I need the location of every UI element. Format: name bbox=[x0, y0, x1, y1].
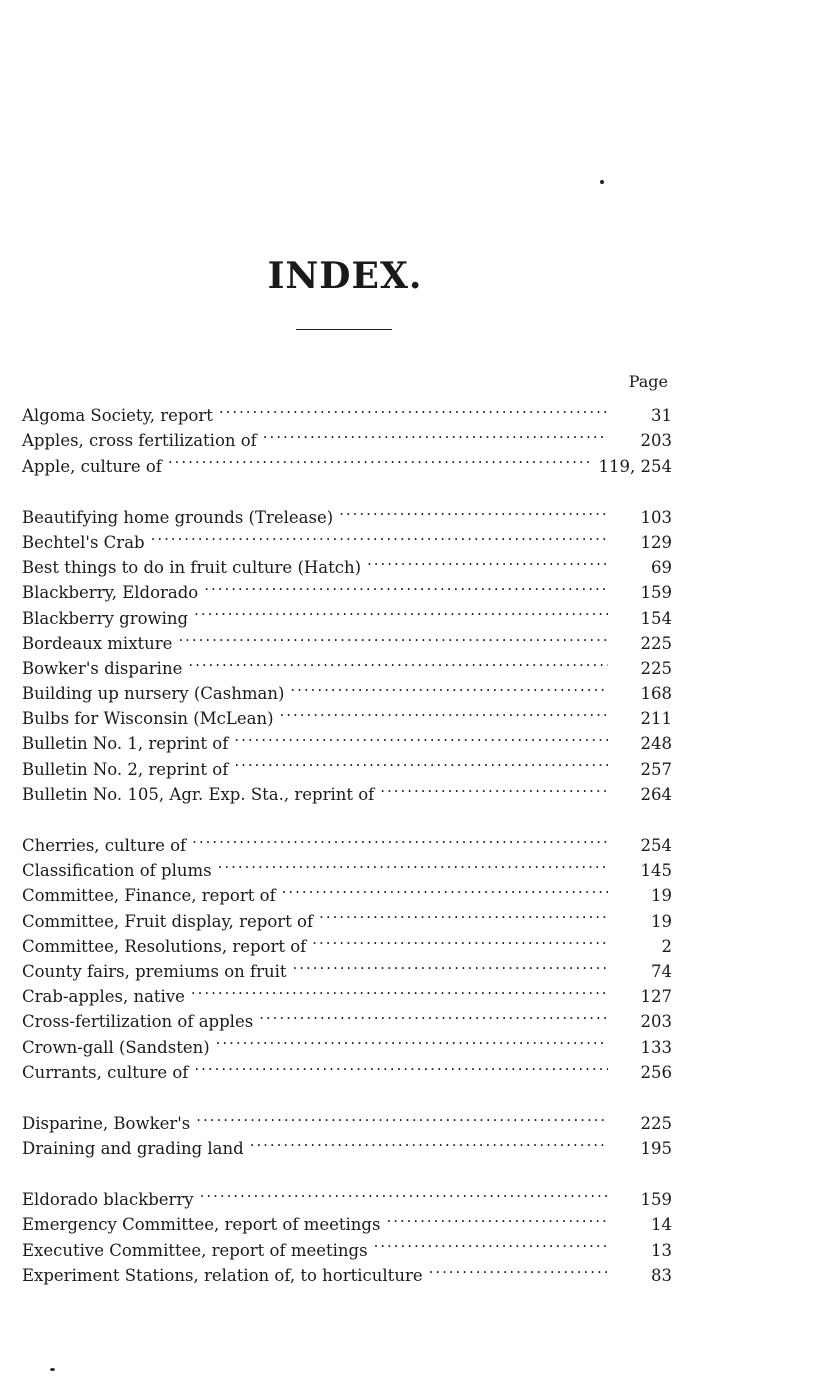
entry-page-number: 74 bbox=[651, 961, 672, 981]
entry-page-number: 225 bbox=[640, 1113, 672, 1133]
entry-page-number: 19 bbox=[651, 911, 672, 931]
entry-page-number: 129 bbox=[640, 532, 672, 552]
entry-text: Crown-gall (Sandsten) bbox=[22, 1037, 210, 1057]
entry-text: Bulletin No. 2, reprint of bbox=[22, 759, 229, 779]
entry-page-number: 211 bbox=[640, 709, 672, 729]
dot-leader bbox=[204, 573, 608, 598]
entry-page-number: 159 bbox=[640, 1190, 672, 1210]
dot-leader bbox=[234, 724, 608, 749]
dot-leader bbox=[290, 674, 608, 699]
entry-text: County fairs, premiums on fruit bbox=[22, 961, 287, 981]
dot-leader bbox=[380, 775, 608, 800]
page-column-heading: Page bbox=[628, 372, 668, 391]
dot-leader bbox=[196, 1104, 608, 1129]
dot-leader bbox=[259, 1002, 608, 1027]
entry-text: Bowker's disparine bbox=[22, 658, 183, 678]
index-entry bbox=[22, 498, 672, 527]
entry-page-number: 203 bbox=[640, 431, 672, 451]
entry-text: Experiment Stations, relation of, to horticulture bbox=[22, 1265, 423, 1285]
dot-leader bbox=[367, 548, 608, 573]
entry-text: Draining and grading land bbox=[22, 1139, 244, 1159]
entry-text: Apples, cross fertilization of bbox=[22, 431, 257, 451]
entry-page-number: 133 bbox=[640, 1037, 672, 1057]
entry-page-number: 159 bbox=[640, 583, 672, 603]
dot-leader bbox=[192, 826, 608, 851]
entry-page-number: 19 bbox=[651, 886, 672, 906]
entry-page-number: 83 bbox=[651, 1265, 672, 1285]
dot-leader bbox=[200, 1180, 608, 1205]
dot-leader bbox=[194, 1053, 608, 1078]
ink-speck bbox=[50, 1368, 55, 1371]
entry-text: Bulletin No. 1, reprint of bbox=[22, 734, 229, 754]
entry-page-number: 31 bbox=[651, 406, 672, 426]
dot-leader bbox=[194, 598, 608, 623]
entry-page-number: 13 bbox=[651, 1240, 672, 1260]
dot-leader bbox=[293, 952, 608, 977]
entry-text: Bulletin No. 105, Agr. Exp. Sta., reprint of bbox=[22, 784, 375, 804]
entry-page-number: 254 bbox=[640, 836, 672, 855]
dot-leader bbox=[312, 927, 608, 952]
index-entry bbox=[22, 1180, 672, 1210]
dot-leader bbox=[191, 977, 608, 1002]
entry-page-number: 119, 254 bbox=[598, 456, 672, 476]
dot-leader bbox=[374, 1230, 608, 1255]
dot-leader bbox=[234, 749, 608, 774]
entry-page-number: 69 bbox=[651, 558, 672, 578]
entry-page-number: 127 bbox=[640, 987, 672, 1007]
dot-leader bbox=[339, 498, 608, 523]
dot-leader bbox=[282, 876, 608, 901]
dot-leader bbox=[280, 699, 608, 724]
entry-text: Bulbs for Wisconsin (McLean) bbox=[22, 709, 274, 729]
entry-page-number: 154 bbox=[640, 608, 672, 628]
dot-leader bbox=[429, 1256, 608, 1281]
entry-page-number: 225 bbox=[640, 658, 672, 678]
entry-text: Bordeaux mixture bbox=[22, 633, 173, 653]
entry-page-number: 257 bbox=[640, 759, 672, 779]
entry-text: Executive Committee, report of meetings bbox=[22, 1240, 368, 1260]
entry-text: Blackberry, Eldorado bbox=[22, 583, 199, 603]
title-rule bbox=[296, 329, 392, 330]
entry-text: Classification of plums bbox=[22, 861, 212, 881]
entry-text: Bechtel's Crab bbox=[22, 532, 145, 552]
entry-page-number: 103 bbox=[640, 507, 672, 527]
dot-leader bbox=[151, 523, 608, 548]
dot-leader bbox=[188, 649, 608, 674]
entry-text: Algoma Society, report bbox=[22, 406, 213, 426]
entry-page-number: 145 bbox=[640, 861, 672, 881]
dot-leader bbox=[168, 446, 593, 471]
entry-text: Beautifying home grounds (Trelease) bbox=[22, 507, 334, 527]
entry-page-number: 195 bbox=[640, 1139, 672, 1159]
index-group bbox=[22, 498, 672, 804]
index-entry bbox=[22, 826, 672, 855]
index-group bbox=[22, 826, 672, 1082]
entry-text: Blackberry growing bbox=[22, 608, 189, 628]
entry-page-number: 168 bbox=[640, 684, 672, 704]
entry-page-number: 256 bbox=[640, 1062, 672, 1082]
dot-leader bbox=[218, 851, 608, 876]
index-entry bbox=[22, 1104, 672, 1133]
dot-leader bbox=[250, 1129, 608, 1154]
index-entry bbox=[22, 396, 672, 426]
dot-leader bbox=[219, 396, 608, 421]
entry-text: Crab-apples, native bbox=[22, 987, 185, 1007]
entry-text: Committee, Finance, report of bbox=[22, 886, 276, 906]
entry-text: Cherries, culture of bbox=[22, 836, 187, 855]
dot-leader bbox=[386, 1205, 608, 1230]
entry-text: Best things to do in fruit culture (Hatch) bbox=[22, 558, 362, 578]
entry-page-number: 2 bbox=[661, 936, 672, 956]
entry-text: Disparine, Bowker's bbox=[22, 1113, 191, 1133]
entry-page-number: 14 bbox=[651, 1215, 672, 1235]
entry-page-number: 248 bbox=[640, 734, 672, 754]
entry-text: Cross-fertilization of apples bbox=[22, 1012, 254, 1032]
ink-speck bbox=[600, 180, 604, 184]
entry-page-number: 264 bbox=[640, 784, 672, 804]
entry-text: Eldorado blackberry bbox=[22, 1190, 194, 1210]
dot-leader bbox=[319, 901, 608, 926]
entry-text: Building up nursery (Cashman) bbox=[22, 684, 285, 704]
entry-page-number: 203 bbox=[640, 1012, 672, 1032]
page-title: INDEX. bbox=[267, 255, 423, 297]
dot-leader bbox=[178, 624, 608, 649]
entry-text: Committee, Fruit display, report of bbox=[22, 911, 314, 931]
index-group bbox=[22, 396, 672, 476]
entry-page-number: 225 bbox=[640, 633, 672, 653]
entry-text: Committee, Resolutions, report of bbox=[22, 936, 307, 956]
index-list bbox=[22, 396, 672, 1307]
index-group bbox=[22, 1180, 672, 1285]
entry-text: Currants, culture of bbox=[22, 1062, 189, 1082]
entry-text: Emergency Committee, report of meetings bbox=[22, 1215, 381, 1235]
dot-leader bbox=[216, 1027, 608, 1052]
dot-leader bbox=[263, 421, 608, 446]
entry-text: Apple, culture of bbox=[22, 456, 162, 476]
index-group bbox=[22, 1104, 672, 1159]
